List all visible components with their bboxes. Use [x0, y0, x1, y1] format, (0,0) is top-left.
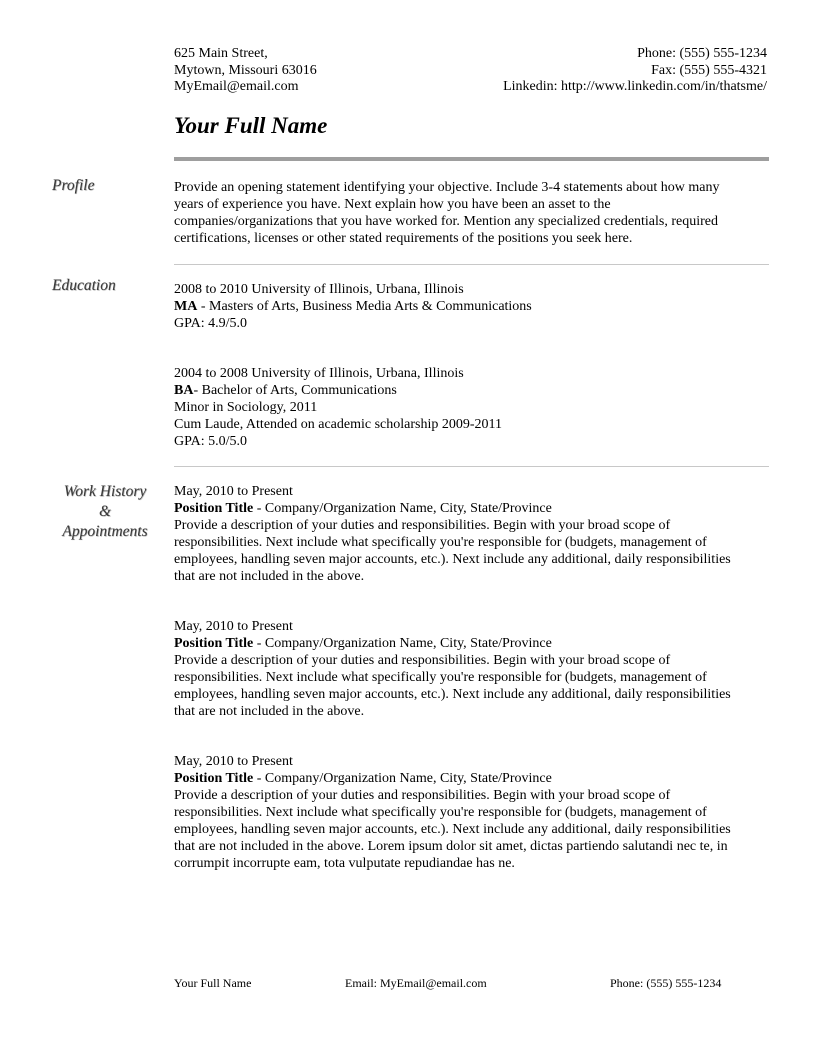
education-extra: GPA: 4.9/5.0 — [174, 316, 248, 331]
education-degree — [174, 382, 769, 399]
education-extra: GPA: 5.0/5.0 — [174, 434, 248, 449]
work-label-line: & — [98, 503, 112, 520]
work-desc-line: employees, handling seven major accounts, etc.). Next include any additional, daily responsibilities — [174, 687, 731, 702]
degree-desc: - Masters of Arts, Business Media Arts & Communications — [197, 299, 532, 314]
organization: - Company/Organization Name, City, State/Province — [253, 771, 552, 786]
work-label-line: Work History — [63, 483, 147, 500]
work-desc-line: responsibilities. Next include what specifically you're responsible for (budgets, management of — [174, 670, 707, 685]
work-entry — [174, 618, 769, 720]
work-desc-line: responsibilities. Next include what specifically you're responsible for (budgets, management of — [174, 805, 707, 820]
organization: - Company/Organization Name, City, State/Province — [253, 501, 552, 516]
work-desc-line: that are not included in the above. — [174, 704, 365, 719]
work-dates: May, 2010 to Present — [174, 754, 293, 769]
section-divider — [174, 466, 769, 467]
footer-phone: Phone: (555) 555-1234 — [610, 976, 722, 990]
address-line-2: Mytown, Missouri 63016 — [174, 62, 317, 78]
degree-desc: - Bachelor of Arts, Communications — [193, 383, 397, 398]
education-entry — [174, 365, 769, 450]
work-desc-line: corrumpit incorrupte eam, tota vulputate repudiandae has ne. — [174, 856, 515, 871]
email-text: MyEmail@email.com — [174, 79, 299, 94]
footer-email: Email: MyEmail@email.com — [345, 976, 487, 990]
contact-address — [174, 46, 317, 96]
profile-line: certifications, licenses or other stated requirements of the positions you seek here. — [174, 231, 633, 246]
education-extra: Cum Laude, Attended on academic scholarship 2009-2011 — [174, 417, 503, 432]
work-desc-line: that are not included in the above. Lorem ipsum dolor sit amet, dictas partiendo salutandi nec te, in — [174, 839, 728, 854]
education-extra: Minor in Sociology, 2011 — [174, 400, 318, 415]
fax-text: Fax: (555) 555-4321 — [651, 62, 767, 78]
work-desc-line: Provide a description of your duties and responsibilities. Begin with your broad scope of — [174, 653, 671, 668]
profile-line: companies/organizations that you have worked for. Mention any specialized credentials, required — [174, 214, 719, 229]
work-entry — [174, 483, 769, 585]
phone-text: Phone: (555) 555-1234 — [637, 46, 767, 61]
footer-name: Your Full Name — [174, 976, 252, 990]
work-entry — [174, 753, 769, 872]
section-divider — [174, 264, 769, 265]
education-dates: 2008 to 2010 University of Illinois, Urbana, Illinois — [174, 282, 464, 297]
profile-line: years of experience you have. Next explain how you have been an asset to the — [174, 197, 611, 212]
education-entry — [174, 281, 769, 332]
work-position — [174, 635, 769, 652]
work-label-line: Appointments — [62, 523, 148, 540]
work-desc-line: that are not included in the above. — [174, 569, 365, 584]
organization: - Company/Organization Name, City, State/Province — [253, 636, 552, 651]
education-degree — [174, 298, 769, 315]
contact-phone-block — [503, 46, 767, 96]
linkedin-text: Linkedin: http://www.linkedin.com/in/thatsme/ — [503, 79, 767, 94]
profile-line: Provide an opening statement identifying your objective. Include 3-4 statements about how many — [174, 180, 720, 195]
work-desc-line: responsibilities. Next include what specifically you're responsible for (budgets, management of — [174, 535, 707, 550]
profile-text — [174, 179, 769, 247]
work-desc-line: Provide a description of your duties and responsibilities. Begin with your broad scope of — [174, 788, 671, 803]
degree-abbr: MA — [174, 299, 198, 314]
work-dates: May, 2010 to Present — [174, 619, 293, 634]
full-name-heading: Your Full Name — [174, 113, 328, 138]
header-divider — [174, 157, 769, 161]
work-history-label — [38, 482, 172, 542]
work-desc-line: employees, handling seven major accounts, etc.). Next include any additional, daily responsibilities — [174, 552, 731, 567]
work-desc-line: employees, handling seven major accounts, etc.). Next include any additional, daily responsibilities — [174, 822, 731, 837]
address-line-1: 625 Main Street, — [174, 46, 268, 61]
work-position — [174, 500, 769, 517]
profile-label: Profile — [52, 177, 95, 194]
education-dates: 2004 to 2008 University of Illinois, Urbana, Illinois — [174, 366, 464, 381]
work-desc-line: Provide a description of your duties and responsibilities. Begin with your broad scope of — [174, 518, 671, 533]
education-label: Education — [52, 277, 116, 294]
position-title: Position Title — [174, 636, 254, 651]
position-title: Position Title — [174, 501, 254, 516]
work-position — [174, 770, 769, 787]
work-dates: May, 2010 to Present — [174, 484, 293, 499]
degree-abbr: BA — [174, 383, 194, 398]
position-title: Position Title — [174, 771, 254, 786]
